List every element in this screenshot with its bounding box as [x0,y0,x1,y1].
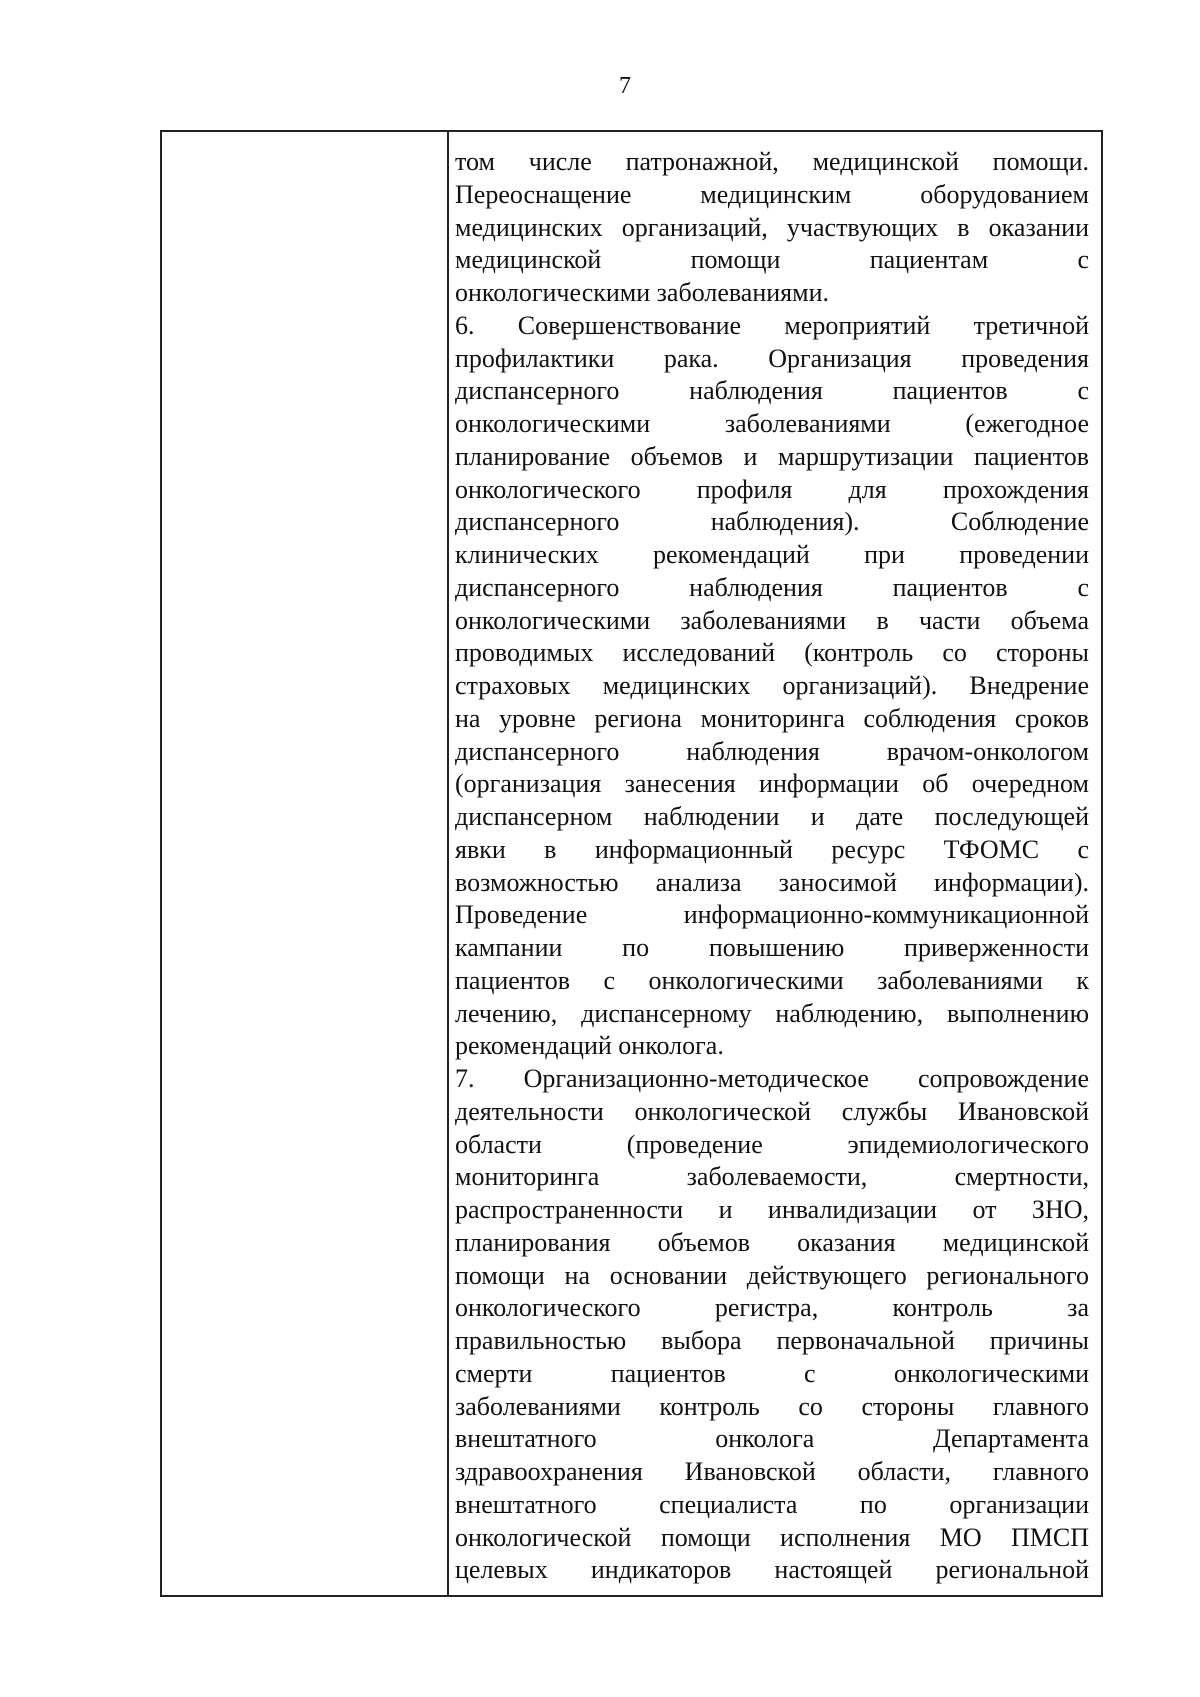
text-line: диспансерного наблюдения пациентов с [455,572,1089,602]
text-line: смерти пациентов с онкологическими [455,1358,1089,1388]
text-line: помощи на основании действующего регионального [455,1260,1089,1290]
text-line: кампании по повышению приверженности [455,933,1089,962]
text-line: 6. Совершенствование мероприятий третичной [455,310,1089,340]
text-line: диспансерного наблюдения пациентов с [455,376,1089,406]
text-line: профилактики рака. Организация проведения [455,343,1089,373]
text-line: планирования объемов оказания медицинской [455,1227,1089,1257]
text-line: медицинских организаций, участвующих в оказании [455,212,1089,242]
text-line: внештатного онколога Департамента [455,1424,1089,1454]
text-line: клинических рекомендаций при проведении [455,540,1089,569]
text-line: на уровне региона мониторинга соблюдения сроков [455,703,1089,733]
text-line: рекомендаций онколога. [455,1031,724,1061]
text-line: онкологического профиля для прохождения [455,474,1089,504]
text-line: лечению, диспансерному наблюдению, выполнению [455,998,1089,1028]
text-line: целевых индикаторов настоящей региональной [455,1555,1089,1585]
text-line: диспансерном наблюдении и дате последующей [455,802,1089,831]
text-line: области (проведение эпидемиологического [455,1129,1089,1159]
text-line: внештатного специалиста по организации [455,1489,1089,1519]
text-line: диспансерного наблюдения врачом-онкологом [455,736,1089,766]
text-line: онкологическими заболеваниями. [455,278,829,307]
text-line: здравоохранения Ивановской области, главного [455,1457,1089,1486]
text-line: заболеваниями контроль со стороны главного [455,1391,1089,1421]
text-line: онкологической помощи исполнения МО ПМСП [455,1522,1089,1552]
document-table [160,130,1103,1597]
text-line: явки в информационный ресурс ТФОМС с [455,834,1089,864]
text-line: страховых медицинских организаций). Внедрение [455,671,1089,700]
text-line: 7. Организационно-методическое сопровождение [455,1064,1089,1093]
text-line: том числе патронажной, медицинской помощи. [455,147,1089,176]
text-line: деятельности онкологической службы Ивановской [455,1096,1089,1126]
text-line: пациентов с онкологическими заболеваниями к [455,965,1089,995]
text-line: онкологическими заболеваниями в части объема [455,605,1089,635]
text-line: медицинской помощи пациентам с [455,245,1089,275]
text-line: мониторинга заболеваемости, смертности, [455,1162,1089,1192]
text-line: планирование объемов и маршрутизации пациентов [455,441,1089,471]
page-number: 7 [619,73,631,99]
text-line: правильностью выбора первоначальной причины [455,1326,1089,1355]
text-line: возможностью анализа заносимой информации). [455,867,1089,897]
text-line: проводимых исследований (контроль со стороны [455,638,1089,668]
table-left-cell [162,132,449,1595]
table-right-cell [449,132,1101,1595]
text-line: онкологическими заболеваниями (ежегодное [455,409,1089,438]
text-line: распространенности и инвалидизации от ЗНО, [455,1195,1089,1224]
text-line: (организация занесения информации об очередном [455,769,1089,799]
text-line: Проведение информационно-коммуникационной [455,900,1089,930]
text-line: Переоснащение медицинским оборудованием [455,179,1089,209]
text-line: онкологического регистра, контроль за [455,1293,1089,1323]
text-line: диспансерного наблюдения). Соблюдение [455,507,1089,537]
